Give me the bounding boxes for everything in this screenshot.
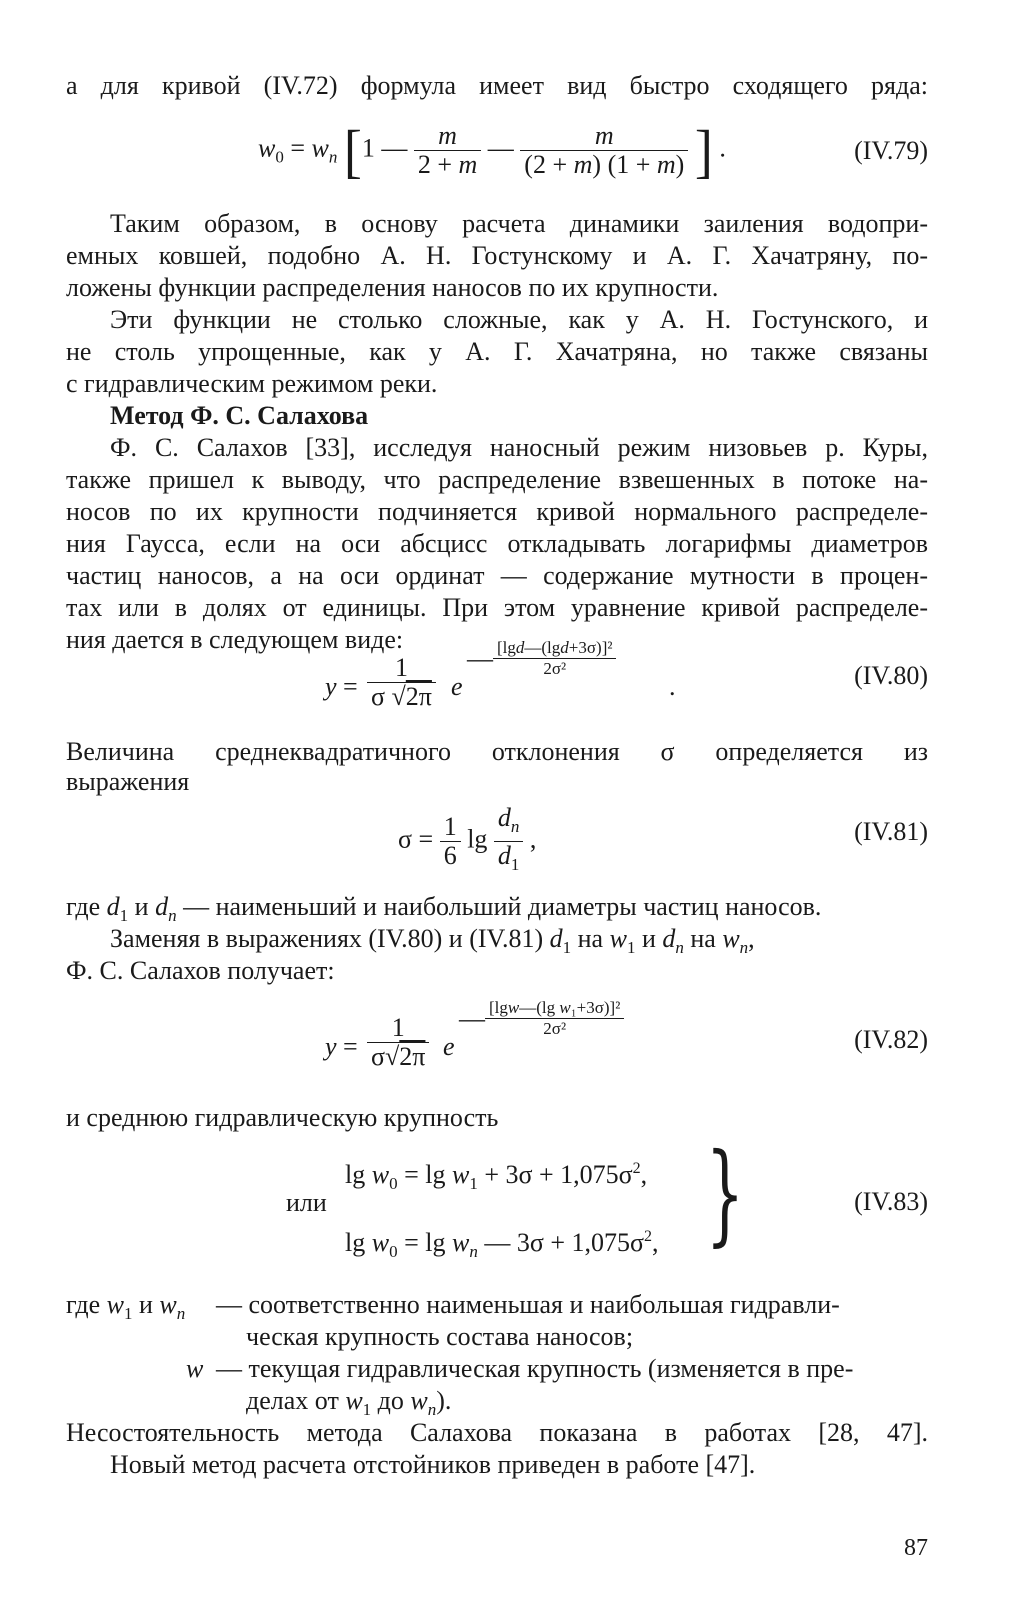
text-line: емных ковшей, подобно А. Н. Гостунскому и А. Г. Хачатряну, по- (66, 241, 928, 270)
equation-number: (IV.81) (854, 817, 928, 846)
text-line: Несостоятельность метода Салахова показана в работах [28, 47]. (66, 1418, 928, 1447)
section-heading: Метод Ф. С. Салахова (110, 401, 369, 430)
text-line: Эти функции не столько сложные, как у А. Н. Гостунского, и (110, 305, 928, 334)
text-line: ния дается в следующем виде: (66, 625, 404, 654)
text-line: тах или в долях от единицы. При этом уравнение кривой распределе- (66, 593, 928, 622)
text-fragment: где (66, 892, 107, 921)
definition-text: — текущая гидравлическая крупность (изменяется в пре- (216, 1354, 854, 1383)
equation-number: (IV.83) (854, 1187, 928, 1216)
definition-text: — соответственно наименьшая и наибольшая гидравли- (216, 1290, 840, 1319)
text-fragment: — наименьший и наибольший диаметры частиц наносов. (176, 892, 822, 921)
definition-term: w (186, 1354, 204, 1383)
text-line: а для кривой (IV.72) формула имеет вид быстро сходящего ряда: (66, 71, 928, 100)
equation-iv79: $w_0 = w_n$ [1 — $\frac{m}{2 + m}$ — $\frac{m}{(2 + m) (1 + m)}$ ] . (258, 117, 726, 184)
equation-iv83-line2: $\lg w_0 = \lg w_n$ — $3\sigma + 1,075\sigma^2$, (345, 1228, 659, 1261)
text-line: также пришел к выводу, что распределение взвешенных в потоке на- (66, 465, 928, 494)
text-line: Новый метод расчета отстойников приведен в работе [47]. (110, 1450, 756, 1479)
equation-iv81: σ = $\frac{1}{6}$ lg $\frac{d_n}{d_1}$ , (398, 804, 536, 879)
equation-number: (IV.82) (854, 1025, 928, 1054)
equation-number: (IV.80) (854, 661, 928, 690)
text-line: выражения (66, 767, 190, 796)
text-line: Ф. С. Салахов [33], исследуя наносный режим низовьев р. Куры, (110, 433, 928, 462)
text-line: Заменяя в выражениях (IV.80) и (IV.81) $d_1$ на $w_1$ и $d_n$ на $w_n$, (110, 924, 755, 957)
equation-number: (IV.79) (854, 136, 928, 165)
text-line: Таким образом, в основу расчета динамики заиления водопри- (110, 209, 928, 238)
equation-connector: или (286, 1188, 327, 1217)
text-line: носов по их крупности подчиняется кривой нормального распределе- (66, 497, 928, 526)
text-line: частиц наносов, а на оси ординат — содержание мутности в процен- (66, 561, 928, 590)
text-fragment: Заменяя в выражениях (IV.80) и (IV.81) (110, 924, 550, 953)
text-line: не столь упрощенные, как у А. Г. Хачатряна, но также связаны (66, 337, 928, 366)
text-line: где $d_1$ и $d_n$ — наименьший и наибольший диаметры частиц наносов. (66, 892, 822, 925)
definition-term: где $w_1$ и $w_n$ (66, 1290, 186, 1323)
definition-text: делах от $w_1$ до $w_n$). (246, 1386, 452, 1419)
text-line: ния Гаусса, если на оси абсцисс откладывать логарифмы диаметров (66, 529, 928, 558)
text-line: Ф. С. Салахов получает: (66, 956, 335, 985)
text-fragment: делах от (246, 1386, 339, 1415)
book-page: а для кривой (IV.72) формула имеет вид быстро сходящего ряда: $w_0 = w_n$ [1 — $\frac{m}{2 + m}$ — $\frac{m}{(2 + m) (1 + m)}$ ] . (IV.79) Таким образом, в основу расчета динамики заиления водопри- емных ковшей, подобно А. Н. Гостунскому и А. Г. Хачатряну, по- ложены функции распределения наносов по их крупности. Эти функции не столько сложные, как у А. Н. Гостунского, и не столь упрощенные, как у А. Г. Хачатряна, но также связаны с гидравлическим режимом реки. Метод Ф. С. Салахова Ф. С. Салахов [33], исследуя наносный режим низовьев р. Куры, также пришел к выводу, что распределение взвешенных в потоке на- носов по их крупности подчиняется кривой нормального распределе- ния Гаусса, если на оси абсцисс откладывать логарифмы диаметров частиц наносов, а на оси ординат — содержание мутности в процен- тах или в долях от единицы. При этом уравнение кривой распределе- ния дается в следующем виде: y = $\frac{1}{\sigma √2\pi}$ e — $\frac{\text{[lgd—(lgd+3σ)]²}}{\text{2σ²}}$ . (IV.80) Величина среднеквадратичного отклонения σ определяется из выражения σ = $\frac{1}{6}$ lg $\frac{d_n}{d_1}$ , (IV.81) где $d_1$ и $d_n$ — наименьший и наибольший диаметры частиц наносов. Заменяя в выражениях (IV.80) и (IV.81) $d_1$ на $w_1$ и $d_n$ на $w_n$, Ф. С. Салахов получает: y = $\frac{1}{\sigma√2\pi}$ e — $\frac{\text{[lgw—(lg w₁+3σ)]²}}{\text{2σ²}}$ (IV.82) и среднюю гидравлическую крупность $\lg w_0 = \lg w_1 + 3\sigma + 1,075\sigma^2$, или $\lg w_0 = \lg w_n$ — $3\sigma + 1,075\sigma^2$, } (IV.83) где $w_1$ и $w_n$ — соответственно наименьшая и наибольшая гидравли- ческая крупность состава наносов; w — текущая гидравлическая крупность (изменяется в пре- делах от $w_1$ до $w_n$). Несостоятельность метода Салахова показана в работах [28, 47]. Новый метод расчета отстойников приведен в работе [47]. 87 (66, 71, 928, 1561)
page-number: 87 (904, 1535, 928, 1561)
text-line: и среднюю гидравлическую крупность (66, 1103, 499, 1132)
definition-text: ческая крупность состава наносов; (246, 1322, 634, 1351)
text-line: ложены функции распределения наносов по их крупности. (66, 273, 719, 302)
text-line: с гидравлическим режимом реки. (66, 369, 438, 398)
equation-iv83-line1: $\lg w_0 = \lg w_1 + 3\sigma + 1,075\sigma^2$, (345, 1160, 648, 1193)
right-brace: } (705, 1129, 745, 1257)
text-line: Величина среднеквадратичного отклонения σ определяется из (66, 737, 928, 766)
